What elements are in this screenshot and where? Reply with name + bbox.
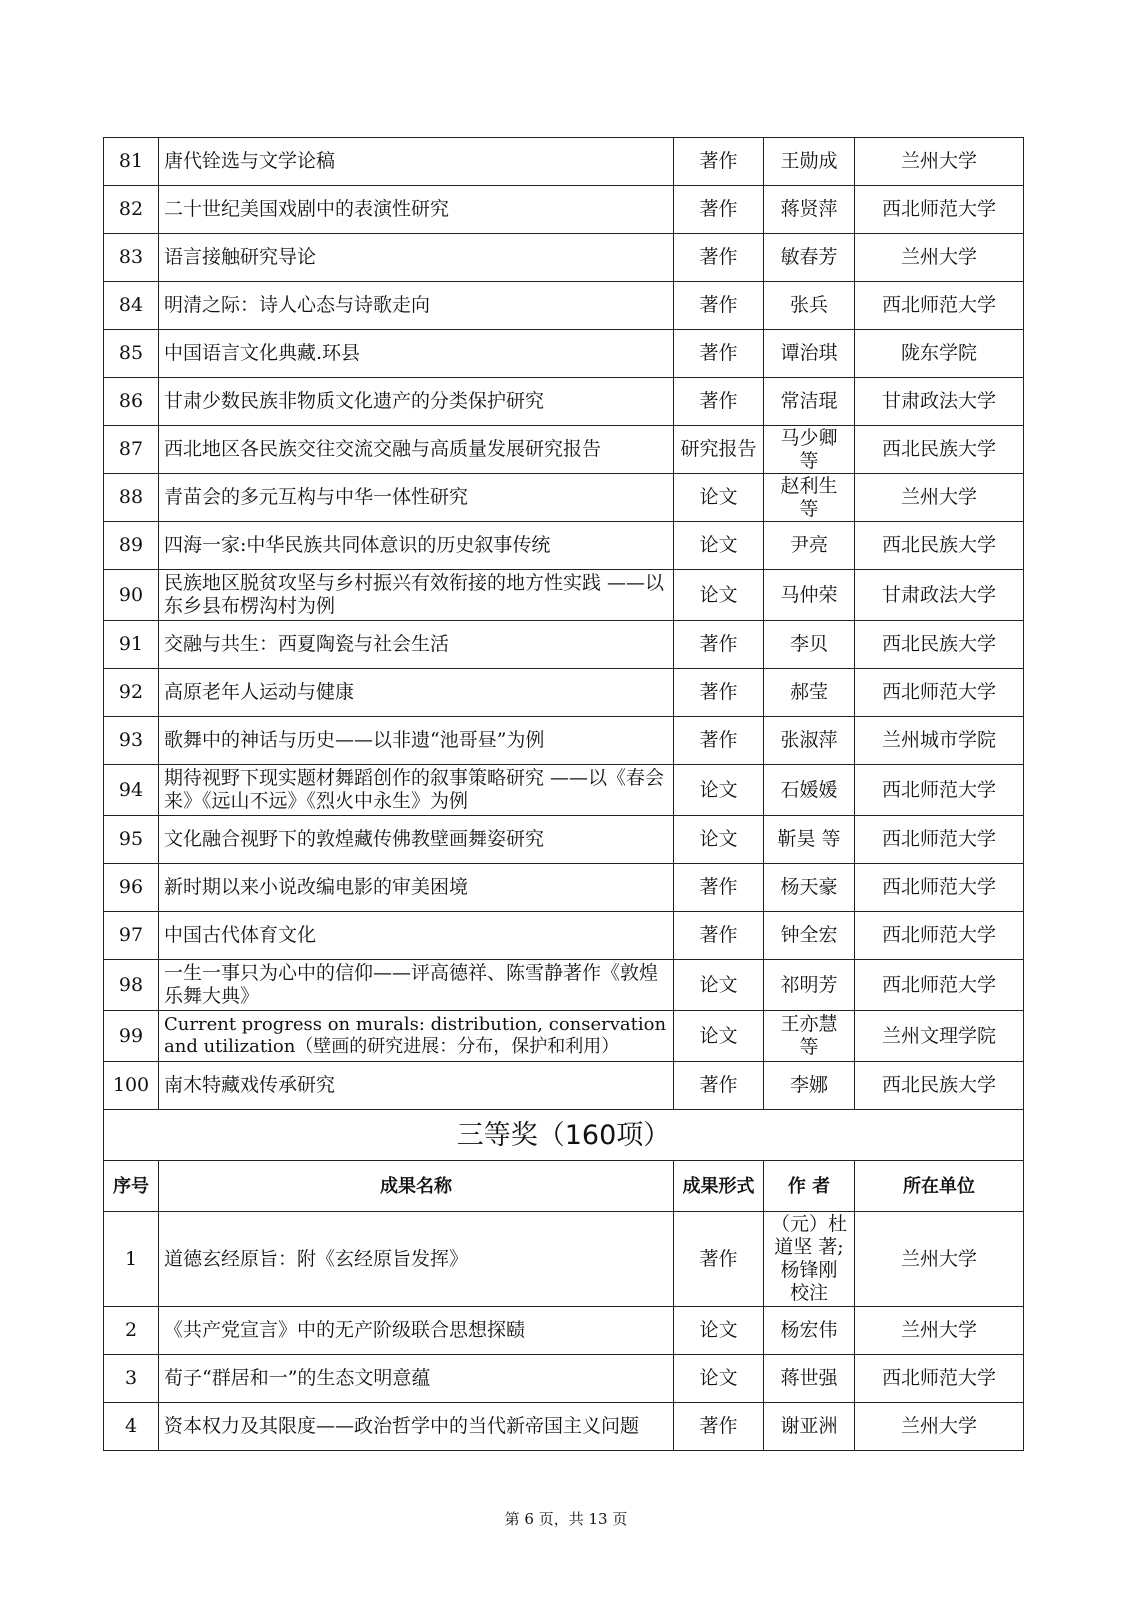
table-row xyxy=(104,1011,1024,1062)
achievement-title: 资本权力及其限度——政治哲学中的当代新帝国主义问题 xyxy=(159,1403,674,1451)
achievement-type: 论文 xyxy=(674,1355,764,1403)
achievement-type: 论文 xyxy=(674,816,764,864)
achievement-type: 论文 xyxy=(674,765,764,816)
achievement-title: 中国古代体育文化 xyxy=(159,912,674,960)
row-number: 82 xyxy=(104,186,159,234)
achievement-type: 著作 xyxy=(674,186,764,234)
institution: 西北师范大学 xyxy=(855,816,1024,864)
table-row xyxy=(104,816,1024,864)
table-row xyxy=(104,1403,1024,1451)
achievement-title: 道德玄经原旨：附《玄经原旨发挥》 xyxy=(159,1212,674,1307)
achievement-title: 唐代铨选与文学论稿 xyxy=(159,138,674,186)
author: 赵利生 等 xyxy=(764,474,855,522)
row-number: 100 xyxy=(104,1062,159,1110)
achievement-type: 论文 xyxy=(674,474,764,522)
author: 杨天豪 xyxy=(764,864,855,912)
institution: 兰州大学 xyxy=(855,1403,1024,1451)
author: 郝莹 xyxy=(764,669,855,717)
institution: 兰州文理学院 xyxy=(855,1011,1024,1062)
table-row xyxy=(104,522,1024,570)
table-row xyxy=(104,474,1024,522)
row-number: 83 xyxy=(104,234,159,282)
achievement-title: 明清之际：诗人心态与诗歌走向 xyxy=(159,282,674,330)
table-row xyxy=(104,426,1024,474)
section-title: 三等奖（160项） xyxy=(104,1110,1024,1161)
table-row xyxy=(104,912,1024,960)
row-number: 93 xyxy=(104,717,159,765)
column-header-row xyxy=(104,1161,1024,1212)
achievement-type: 论文 xyxy=(674,1307,764,1355)
author: 祁明芳 xyxy=(764,960,855,1011)
header-title: 成果名称 xyxy=(159,1161,674,1212)
author: 谭治琪 xyxy=(764,330,855,378)
row-number: 3 xyxy=(104,1355,159,1403)
achievement-type: 论文 xyxy=(674,1011,764,1062)
achievement-type: 研究报告 xyxy=(674,426,764,474)
institution: 西北师范大学 xyxy=(855,765,1024,816)
achievement-title: 新时期以来小说改编电影的审美困境 xyxy=(159,864,674,912)
achievement-type: 著作 xyxy=(674,1212,764,1307)
row-number: 81 xyxy=(104,138,159,186)
achievement-type: 著作 xyxy=(674,234,764,282)
institution: 兰州大学 xyxy=(855,234,1024,282)
achievement-title: Current progress on murals: distribution, conservation and utilization（壁画的研究进展：分布，保护和利用） xyxy=(159,1011,674,1062)
institution: 甘肃政法大学 xyxy=(855,378,1024,426)
author: 蒋世强 xyxy=(764,1355,855,1403)
row-number: 84 xyxy=(104,282,159,330)
author: 常洁琨 xyxy=(764,378,855,426)
achievement-type: 著作 xyxy=(674,669,764,717)
achievement-type: 著作 xyxy=(674,330,764,378)
institution: 西北民族大学 xyxy=(855,426,1024,474)
achievement-title: 青苗会的多元互构与中华一体性研究 xyxy=(159,474,674,522)
achievement-type: 著作 xyxy=(674,378,764,426)
author: 钟全宏 xyxy=(764,912,855,960)
table-row xyxy=(104,186,1024,234)
achievement-title: 西北地区各民族交往交流交融与高质量发展研究报告 xyxy=(159,426,674,474)
table-row xyxy=(104,621,1024,669)
author: 马少卿 等 xyxy=(764,426,855,474)
table-row xyxy=(104,1307,1024,1355)
row-number: 90 xyxy=(104,570,159,621)
institution: 西北师范大学 xyxy=(855,864,1024,912)
achievement-type: 论文 xyxy=(674,960,764,1011)
institution: 西北师范大学 xyxy=(855,282,1024,330)
header-unit: 所在单位 xyxy=(855,1161,1024,1212)
section-header-row xyxy=(104,1110,1024,1161)
table-row xyxy=(104,1212,1024,1307)
institution: 西北师范大学 xyxy=(855,912,1024,960)
author: 杨宏伟 xyxy=(764,1307,855,1355)
achievement-title: 《共产党宣言》中的无产阶级联合思想探赜 xyxy=(159,1307,674,1355)
institution: 兰州大学 xyxy=(855,474,1024,522)
row-number: 98 xyxy=(104,960,159,1011)
achievement-title: 甘肃少数民族非物质文化遗产的分类保护研究 xyxy=(159,378,674,426)
institution: 西北师范大学 xyxy=(855,960,1024,1011)
achievement-type: 著作 xyxy=(674,138,764,186)
header-author: 作 者 xyxy=(764,1161,855,1212)
achievement-title: 歌舞中的神话与历史——以非遗“池哥昼”为例 xyxy=(159,717,674,765)
author: 李娜 xyxy=(764,1062,855,1110)
row-number: 96 xyxy=(104,864,159,912)
achievement-type: 论文 xyxy=(674,522,764,570)
row-number: 92 xyxy=(104,669,159,717)
author: 李贝 xyxy=(764,621,855,669)
table-row xyxy=(104,138,1024,186)
row-number: 99 xyxy=(104,1011,159,1062)
header-number: 序号 xyxy=(104,1161,159,1212)
achievement-type: 著作 xyxy=(674,864,764,912)
table-row xyxy=(104,1062,1024,1110)
achievement-title: 二十世纪美国戏剧中的表演性研究 xyxy=(159,186,674,234)
author: 王勋成 xyxy=(764,138,855,186)
achievement-type: 著作 xyxy=(674,912,764,960)
institution: 兰州大学 xyxy=(855,138,1024,186)
table-row xyxy=(104,1355,1024,1403)
awards-table xyxy=(103,137,1024,1451)
author: 靳昊 等 xyxy=(764,816,855,864)
row-number: 4 xyxy=(104,1403,159,1451)
institution: 甘肃政法大学 xyxy=(855,570,1024,621)
row-number: 91 xyxy=(104,621,159,669)
header-type: 成果形式 xyxy=(674,1161,764,1212)
author: 敏春芳 xyxy=(764,234,855,282)
author: 尹亮 xyxy=(764,522,855,570)
table-row xyxy=(104,570,1024,621)
institution: 兰州大学 xyxy=(855,1212,1024,1307)
table-row xyxy=(104,330,1024,378)
row-number: 2 xyxy=(104,1307,159,1355)
institution: 兰州大学 xyxy=(855,1307,1024,1355)
achievement-title: 四海一家:中华民族共同体意识的历史叙事传统 xyxy=(159,522,674,570)
row-number: 1 xyxy=(104,1212,159,1307)
author: 马仲荣 xyxy=(764,570,855,621)
table-row xyxy=(104,765,1024,816)
achievement-title: 期待视野下现实题材舞蹈创作的叙事策略研究 ——以《春会来》《远山不远》《烈火中永生》为例 xyxy=(159,765,674,816)
institution: 西北师范大学 xyxy=(855,186,1024,234)
achievement-type: 论文 xyxy=(674,570,764,621)
institution: 西北师范大学 xyxy=(855,1355,1024,1403)
institution: 西北民族大学 xyxy=(855,1062,1024,1110)
achievement-title: 荀子“群居和一”的生态文明意蕴 xyxy=(159,1355,674,1403)
row-number: 95 xyxy=(104,816,159,864)
table-row xyxy=(104,282,1024,330)
institution: 陇东学院 xyxy=(855,330,1024,378)
author: 王亦慧 等 xyxy=(764,1011,855,1062)
row-number: 85 xyxy=(104,330,159,378)
author: 蒋贤萍 xyxy=(764,186,855,234)
author: 谢亚洲 xyxy=(764,1403,855,1451)
achievement-title: 高原老年人运动与健康 xyxy=(159,669,674,717)
row-number: 88 xyxy=(104,474,159,522)
author: 张兵 xyxy=(764,282,855,330)
achievement-title: 文化融合视野下的敦煌藏传佛教壁画舞姿研究 xyxy=(159,816,674,864)
achievement-title: 交融与共生：西夏陶瓷与社会生活 xyxy=(159,621,674,669)
achievement-title: 南木特藏戏传承研究 xyxy=(159,1062,674,1110)
row-number: 94 xyxy=(104,765,159,816)
table-row xyxy=(104,234,1024,282)
institution: 西北民族大学 xyxy=(855,522,1024,570)
institution: 西北师范大学 xyxy=(855,669,1024,717)
table-row xyxy=(104,960,1024,1011)
page-footer: 第 6 页，共 13 页 xyxy=(504,1510,628,1528)
institution: 兰州城市学院 xyxy=(855,717,1024,765)
author: 张淑萍 xyxy=(764,717,855,765)
table-row xyxy=(104,669,1024,717)
achievement-title: 民族地区脱贫攻坚与乡村振兴有效衔接的地方性实践 ——以东乡县布楞沟村为例 xyxy=(159,570,674,621)
achievement-title: 语言接触研究导论 xyxy=(159,234,674,282)
achievement-title: 一生一事只为心中的信仰——评高德祥、陈雪静著作《敦煌乐舞大典》 xyxy=(159,960,674,1011)
author: （元）杜道坚 著;杨锋刚 校注 xyxy=(764,1212,855,1307)
achievement-title: 中国语言文化典藏.环县 xyxy=(159,330,674,378)
achievement-type: 著作 xyxy=(674,717,764,765)
row-number: 97 xyxy=(104,912,159,960)
institution: 西北民族大学 xyxy=(855,621,1024,669)
achievement-type: 著作 xyxy=(674,282,764,330)
table-row xyxy=(104,378,1024,426)
achievement-type: 著作 xyxy=(674,1062,764,1110)
table-row xyxy=(104,864,1024,912)
row-number: 89 xyxy=(104,522,159,570)
row-number: 87 xyxy=(104,426,159,474)
row-number: 86 xyxy=(104,378,159,426)
achievement-type: 著作 xyxy=(674,621,764,669)
table-row xyxy=(104,717,1024,765)
author: 石媛媛 xyxy=(764,765,855,816)
achievement-type: 著作 xyxy=(674,1403,764,1451)
